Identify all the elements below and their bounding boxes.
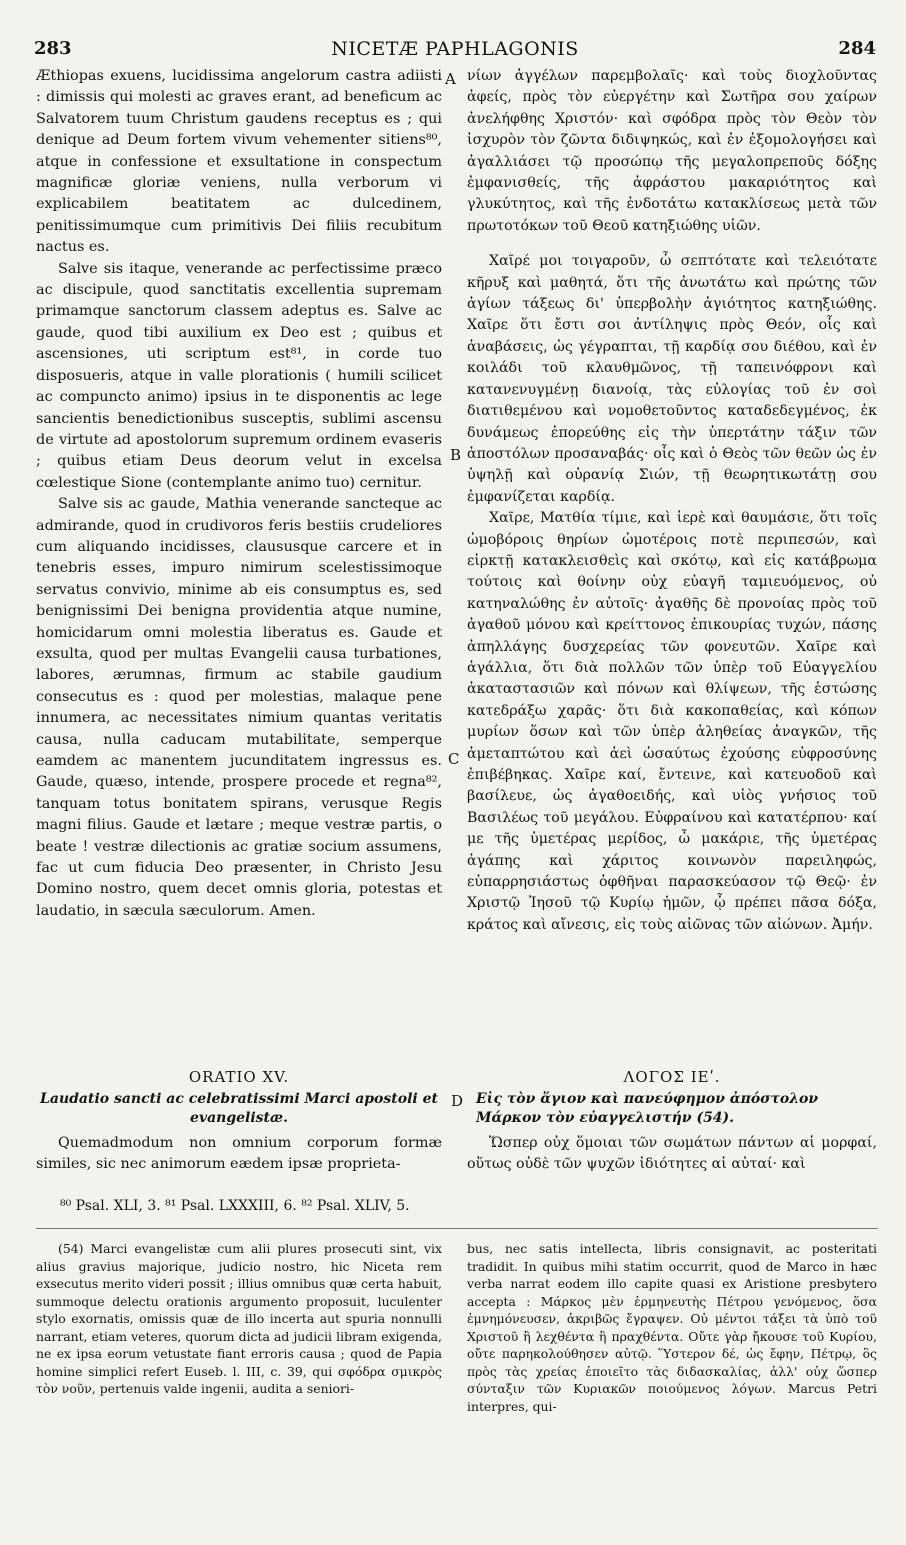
greek-paragraph-1: νίων ἀγγέλων παρεμβολαῖς· καὶ τοὺς διοχλοῦντας ἀφείς, πρὸς τὸν εὐεργέτην καὶ Σωτῆρα σου χαίρων ἀνελήφθης Χριστόν· καὶ σφόδρα πρὸς τὸν Θεὸν τὸν ἰσχυρὸν τὸν ζῶντα διδιψηκώς, καὶ ἐν ἐξομολογήσει καὶ ἀγαλλιάσει τῷ προσώπῳ τῆς μεγαλοπρεποῦς δόξης ἐμφανισθείς, τῆς ἀφράστου μακαριότητος καὶ γλυκύτητος, καὶ τῆς ἐνδοτάτω κατακλίσεως μετὰ τῶν πρωτοτόκων τοῦ Θεοῦ κατηξιώθης υἱῶν. [467, 68, 877, 234]
endnote-left: (54) Marci evangelistæ cum alii plures prosecuti sint, vix alius gravius majorique, judicio nostro, hic Niceta rem exsecutus merito videri possit ; illius omnibus quæ certa habuit, summoque delectu orationis argumento proposuit, luculenter stylo exornatis, omissis quæ de illo incerta aut spuria nonnulli narrant, etiam veteres, quorum dicta ad judicii libram exigenda, ne ex ipsa eorum vetustate fiant erroris causa ; quod de Papia homine simplici refert Euseb. l. III, c. 39, qui σφόδρα σμικρὸς τὸν νοῦν, pertenuis valde ingenii, audita a seniori- [36, 1241, 442, 1396]
oratio-opening-greek: Ὥσπερ οὐχ ὅμοιαι τῶν σωμάτων πάντων αἱ μορφαί, οὕτως οὐδὲ τῶν ψυχῶν ἰδιότητες αἱ αὐταί· καὶ [467, 1135, 877, 1173]
endnote-right: bus, nec satis intellecta, libris consignavit, ac posteritati tradidit. In quibus mihi statim occurrit, quod de Marco in hæc verba narrat eodem illo capite quasi ex Aristione presbytero accepta : Μάρκος μὲν ἑρμηνευτὴς Πέτρου γενόμενος, ὅσα ἐμνημόνευσεν, ἀκριβῶς ἔγραψεν. Οὐ μέντοι τάξει τὰ ὑπὸ τοῦ Χριστοῦ ἢ λεχθέντα ἢ πραχθέντα. Οὔτε γὰρ ἤκουσε τοῦ Κυρίου, οὔτε παρηκολούθησεν αὐτῷ. Ὕστερον δέ, ὡς ἔφην, Πέτρῳ, ὃς πρὸς τὰς χρείας ἐποιεῖτο τὰς διδασκαλίας, ἀλλ' οὐχ ὥσπερ σύνταξιν τῶν Κυριακῶν ποιούμενος λόγων. Marcus Petri interpres, qui- [467, 1241, 877, 1414]
latin-column [36, 66, 442, 922]
latin-paragraph-2: Salve sis itaque, venerande ac perfectissime præco ac discipule, quod sanctitatis excellentia supremam primamque sanctorum classem adeptus es. Salve ac gaude, quod tibi auxilium ex Deo est ; quibus et ascensiones, uti scriptum est⁸¹, in corde tuo disposueris, atque in valle plorationis ( humili scilicet ac compuncto animo) ipsius in te disponentis ac lege sancientis benedictionibus susceptis, sublimi ascensu de virtute ad apostolorum supremum ordinem evaseris ; quibus etiam Deus deorum velut in excelsa cœlestique Sione (contemplante animo tuo) cernitur. [36, 260, 442, 491]
page-header [34, 38, 876, 64]
oratio-opening-latin: Quemadmodum non omnium corporum formæ similes, sic nec animorum eædem ipsæ proprieta- [36, 1135, 442, 1173]
footnote-divider [36, 1228, 878, 1229]
footnote-references: ⁸⁰ Psal. XLI, 3. ⁸¹ Psal. LXXXIII, 6. ⁸² Psal. XLIV, 5. [60, 1198, 410, 1214]
margin-letter-d: D [451, 1092, 464, 1110]
latin-paragraph-1: Æthiopas exuens, lucidissima angelorum castra adiisti : dimissis qui molesti ac graves erant, ad beneficum ac Salvatorem tuum Christum gaudens receptus es ; qui denique ad Deum fortem vivum vehementer sitiens⁸⁰, atque in confessione et exsultatione in conspectum magnificæ gloriæ veniens, nulla verborum vi explicabilem beatitatem ac dulcedinem, penitissimumque cum primitivis Dei filiis recubitum nactus es. [36, 68, 442, 256]
oratio-subtitle-greek: Εἰς τὸν ἅγιον καὶ πανεύφημον ἀπόστολον Μάρκον τὸν εὐαγγελιστήν (54). [476, 1091, 819, 1126]
margin-letter-c: C [448, 750, 460, 768]
oratio-heading-latin: ORATIO XV. [188, 1068, 290, 1086]
margin-letter-b: B [450, 446, 462, 464]
greek-paragraph-2: Χαῖρέ μοι τοιγαροῦν, ὦ σεπτότατε καὶ τελειότατε κῆρυξ καὶ μαθητά, ὅτι τῆς ἀνωτάτω καὶ πρώτης τῶν ἁγίων τάξεως δι' ὑπερβολὴν ἁγιότητος κατηξιώθης. Χαῖρε ὅτι ἔστι σοι ἀντίληψις πρὸς Θεόν, οἷς καὶ ἀναβάσεις, ὡς γέγραπται, τῇ καρδίᾳ σου διέθου, καὶ ἐν κοιλάδι τοῦ κλαυθμῶνος, τῇ ταπεινόφρονι καὶ κατανενυγμένῃ διανοίᾳ, τὰς εὐλογίας τοῦ ἐν σοὶ διατιθεμένου καὶ νομοθετοῦντος καταδεδεγμένος, ἐκ δυνάμεως ἐπορεύθης εἰς τὴν ὑπερτάτην τάξιν τῶν ἀποστόλων προσαναβάς· οἷς καὶ ὁ Θεὸς τῶν θεῶν ὡς ἐν ὑψηλῇ καὶ οὐρανίᾳ Σιών, τῇ θεωρητικωτάτῃ σου ἐμφανίζεται καρδίᾳ. [467, 253, 877, 505]
page-number-left: 283 [34, 38, 72, 59]
greek-column [467, 66, 877, 936]
margin-letter-a: A [445, 70, 456, 88]
oratio-heading-greek: ΛΟΓΟΣ ΙΕʹ. [623, 1068, 721, 1086]
oratio-subtitle-latin: Laudatio sancti ac celebratissimi Marci apostoli et evangelistæ. [40, 1091, 438, 1126]
latin-paragraph-3: Salve sis ac gaude, Mathia venerande sancteque ac admirande, quod in crudivoros feris bestiis crudeliores cum aliquando incidisses, claususque carcere et in tenebris esses, impuro nimirum scelestissimoque servatus convivio, minime ab eis consumptus es, sed benignissimi Dei benigna providentia atque numine, homicidarum omni molestia liberatus es. Gaude et exsulta, quod per multas Evangelii causa turbationes, labores, ærumnas, firmum ac stabile gaudium consecutus es : quod per molestias, malaque pene innumera, ac necessitates nimium quantas veritatis causa, nulla caducam mutabilitate, semperque eamdem ac manentem jucunditatem ingressus es. Gaude, quæso, intende, prospere procede et regna⁸², tanquam totus bonitatem spirans, verusque Regis magni filius. Gaude et lætare ; meque vestræ partis, o beate ! vestræ dilectionis ac gratiæ socium assumens, fac ut cum fiducia Deo præsenter, in Christo Jesu Domino nostro, quem decet omnis gloria, potestas et laudatio, in sæcula sæculorum. Amen. [36, 496, 442, 919]
running-title: NICETÆ PAPHLAGONIS [331, 38, 579, 60]
page-number-right: 284 [838, 38, 876, 59]
greek-paragraph-3: Χαῖρε, Ματθία τίμιε, καὶ ἱερὲ καὶ θαυμάσιε, ὅτι τοῖς ὠμοβόροις θηρίων ὠμοτέροις ποτὲ περιπεσών, καὶ εἱρκτῇ κατακλεισθεὶς καὶ σκότῳ, καὶ εἰς κατάβρωμα τούτοις καὶ θοίνην οὐχ εὐαγῆ ταμιευόμενος, οὐ κατηναλώθης ἐν αὐτοῖς· ἀγαθῆς δὲ προνοίας πρὸς τοῦ ἀγαθοῦ μόνου καὶ κρείττονος ἐπικουρίας τυχών, πάσης ἀπηλλάγης δυσχερείας τῶν φονευτῶν. Χαῖρε καὶ ἀγάλλια, ὅτι διὰ πολλῶν τῶν ὑπὲρ τοῦ Εὐαγγελίου ἀκαταστασιῶν καὶ πόνων καὶ θλίψεων, τῆς ἑστώσης κατεδράξω χαρᾶς· ὅτι διὰ κακοπαθείας, καὶ κόπων μυρίων ὅσων καὶ τῶν ὑπὲρ ἀληθείας ἀναγκῶν, τῆς ἀμεταπτώτου καὶ ἀεὶ ὡσαύτως ἐχούσης εὐφροσύνης ἐπιβέβηκας. Χαῖρε καί, ἔντεινε, καὶ κατευοδοῦ καὶ βασίλευε, ὡς ἀγαθοειδής, καὶ υἱὸς γνήσιος τοῦ Βασιλέως τοῦ μεγάλου. Εὐφραίνου καὶ κατατέρπου· καί με τῆς ὑμετέρας μερίδος, ὦ μακάριε, τῆς ὑμετέρας ἀγάπης καὶ χάριτος κοινωνὸν παρειληφώς, εὐπαρρησιάστως ὀφθῆναι παρασκεύασον τῷ Θεῷ· ἐν Χριστῷ Ἰησοῦ τῷ Κυρίῳ ἡμῶν, ᾧ πρέπει πᾶσα δόξα, κράτος καὶ αἴνεσις, εἰς τοὺς αἰῶνας τῶν αἰώνων. Ἀμήν. [467, 510, 877, 933]
